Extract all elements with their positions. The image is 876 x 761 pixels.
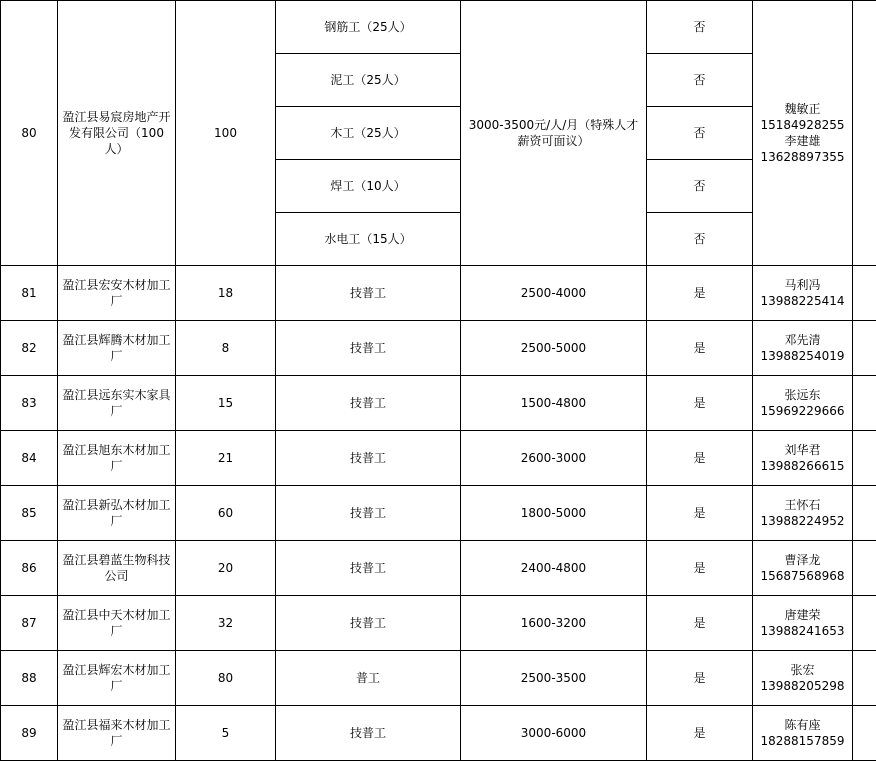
job-title: 技普工 [276,596,461,651]
table-row [1,376,876,431]
salary-range: 1500-4800 [461,376,647,431]
table-row [1,1,876,54]
trailing-blank-cell [853,541,876,596]
insurance-flag: 否 [647,1,753,54]
trailing-blank-cell [853,706,876,761]
company-name: 盈江县宏安木材加工厂 [58,266,176,321]
table-row [1,266,876,321]
row-index: 85 [1,486,58,541]
trailing-blank-cell [853,486,876,541]
contact-line: 15687568968 [756,568,849,584]
insurance-flag: 否 [647,54,753,107]
table-row [1,541,876,596]
job-title: 技普工 [276,706,461,761]
row-index: 81 [1,266,58,321]
hire-count: 80 [176,651,276,706]
hire-count: 32 [176,596,276,651]
contact-info [753,266,853,321]
contact-line: 13988254019 [756,348,849,364]
contact-line: 15184928255 [756,117,849,133]
hire-count: 21 [176,431,276,486]
salary-range: 2500-3500 [461,651,647,706]
insurance-flag: 是 [647,596,753,651]
table-row [1,431,876,486]
trailing-blank-cell [853,266,876,321]
table-row [1,706,876,761]
job-title: 泥工（25人） [276,54,461,107]
contact-line: 马利冯 [756,277,849,293]
table-row [1,651,876,706]
table-row [1,596,876,651]
contact-line: 唐建荣 [756,607,849,623]
contact-line: 13988224952 [756,513,849,529]
contact-line: 陈有座 [756,717,849,733]
contact-info [753,321,853,376]
hire-count: 8 [176,321,276,376]
salary-range: 2500-5000 [461,321,647,376]
company-name-text: 盈江县易宸房地产开发有限公司（100人） [62,110,170,156]
table-row [1,486,876,541]
hire-count: 100 [176,1,276,266]
trailing-blank-cell [853,321,876,376]
trailing-blank-cell [853,1,876,266]
contact-line: 13988241653 [756,623,849,639]
contact-line: 18288157859 [756,733,849,749]
trailing-blank-cell [853,596,876,651]
table-row [1,321,876,376]
contact-line: 王怀石 [756,497,849,513]
row-index: 80 [1,1,58,266]
contact-info [753,376,853,431]
hire-count: 18 [176,266,276,321]
company-name: 盈江县新弘木材加工厂 [58,486,176,541]
insurance-flag: 是 [647,706,753,761]
table-body [1,1,876,761]
contact-info [753,596,853,651]
contact-info [753,431,853,486]
insurance-flag: 是 [647,541,753,596]
salary-range: 1800-5000 [461,486,647,541]
company-name: 盈江县辉宏木材加工厂 [58,651,176,706]
insurance-flag: 否 [647,213,753,266]
contact-line: 刘华君 [756,442,849,458]
contact-line: 李建雄 [756,133,849,149]
contact-line: 13988205298 [756,678,849,694]
job-title: 木工（25人） [276,107,461,160]
company-name: 盈江县福来木材加工厂 [58,706,176,761]
contact-info [753,651,853,706]
row-index: 89 [1,706,58,761]
row-index: 84 [1,431,58,486]
job-title: 钢筋工（25人） [276,1,461,54]
trailing-blank-cell [853,651,876,706]
contact-info [753,1,853,266]
hire-count: 5 [176,706,276,761]
contact-info [753,706,853,761]
contact-line: 13988266615 [756,458,849,474]
hire-count: 60 [176,486,276,541]
contact-line: 张远东 [756,387,849,403]
contact-line: 邓先清 [756,332,849,348]
trailing-blank-cell [853,431,876,486]
insurance-flag: 是 [647,651,753,706]
insurance-flag: 是 [647,376,753,431]
contact-line: 曹泽龙 [756,552,849,568]
contact-line: 13988225414 [756,293,849,309]
hire-count: 15 [176,376,276,431]
salary-range: 3000-3500元/人/月（特殊人才薪资可面议） [461,1,647,266]
job-title: 技普工 [276,266,461,321]
contact-line: 魏敏正 [756,101,849,117]
company-name: 盈江县中天木材加工厂 [58,596,176,651]
row-index: 87 [1,596,58,651]
company-name [58,1,176,266]
insurance-flag: 是 [647,266,753,321]
insurance-flag: 是 [647,321,753,376]
contact-line: 15969229666 [756,403,849,419]
company-name: 盈江县碧蓝生物科技公司 [58,541,176,596]
insurance-flag: 是 [647,431,753,486]
job-title: 水电工（15人） [276,213,461,266]
salary-range: 2500-4000 [461,266,647,321]
salary-range: 3000-6000 [461,706,647,761]
job-title: 技普工 [276,486,461,541]
row-index: 82 [1,321,58,376]
company-name: 盈江县辉腾木材加工厂 [58,321,176,376]
job-title: 焊工（10人） [276,160,461,213]
job-title: 普工 [276,651,461,706]
salary-range: 2600-3000 [461,431,647,486]
salary-range: 2400-4800 [461,541,647,596]
hire-count: 20 [176,541,276,596]
trailing-blank-cell [853,376,876,431]
row-index: 86 [1,541,58,596]
contact-line: 张宏 [756,662,849,678]
insurance-flag: 否 [647,160,753,213]
company-name: 盈江县旭东木材加工厂 [58,431,176,486]
row-index: 83 [1,376,58,431]
job-title: 技普工 [276,431,461,486]
contact-line: 13628897355 [756,149,849,165]
job-title: 技普工 [276,321,461,376]
insurance-flag: 否 [647,107,753,160]
row-index: 88 [1,651,58,706]
job-title: 技普工 [276,376,461,431]
contact-info [753,541,853,596]
salary-range: 1600-3200 [461,596,647,651]
contact-info [753,486,853,541]
company-name: 盈江县远东实木家具厂 [58,376,176,431]
insurance-flag: 是 [647,486,753,541]
job-title: 技普工 [276,541,461,596]
